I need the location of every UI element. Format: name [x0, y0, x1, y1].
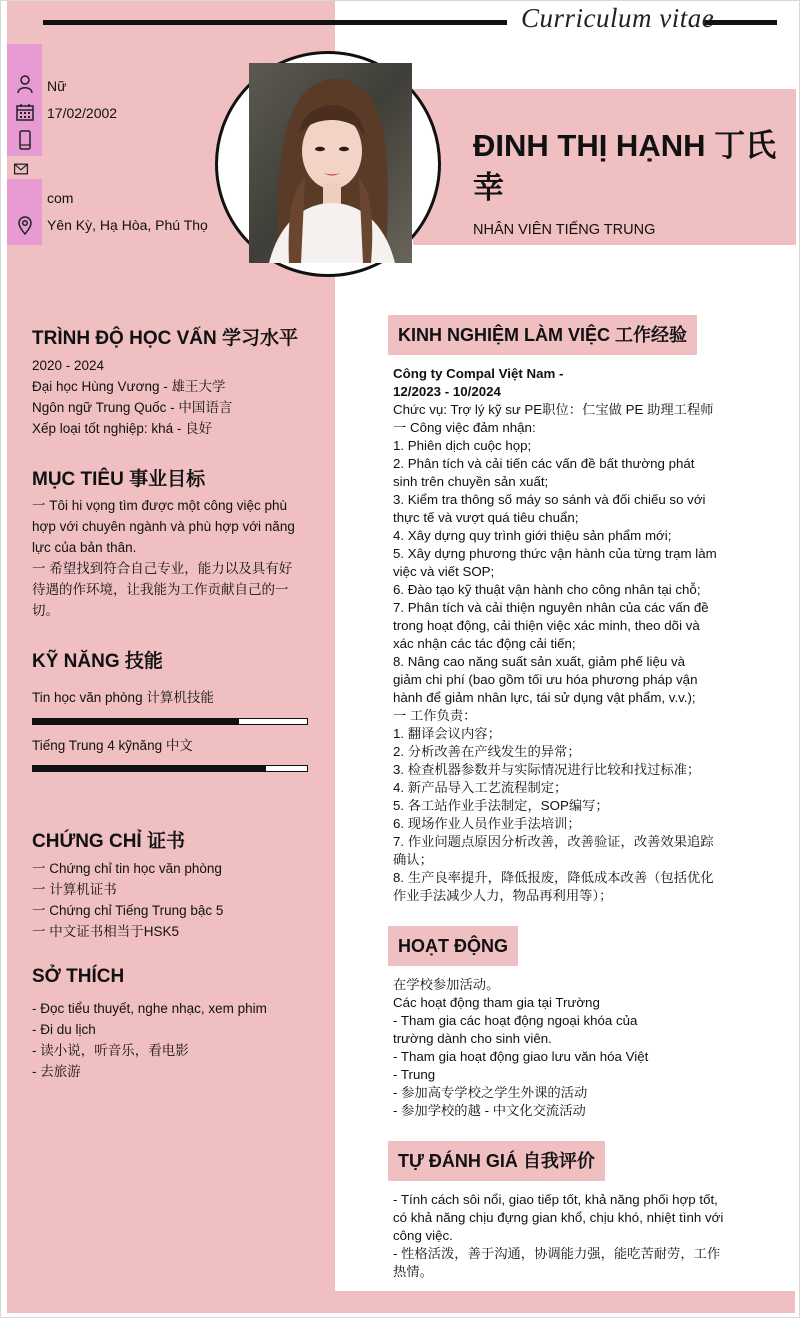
skill-label-chinese: Tiếng Trung 4 kỹnăng 中文	[32, 738, 193, 753]
self-assessment-line: có khả năng chịu đựng gian khổ, chịu khó, nhiệt tình với	[393, 1210, 724, 1225]
activity-line: trường dành cho sinh viên.	[393, 1031, 552, 1046]
contact-gender: Nữ	[47, 78, 67, 94]
experience-line: 5. Xây dựng phương thức vận hành của từng trạm làm	[393, 546, 717, 561]
skill-fill-chinese	[33, 766, 266, 771]
certificates-heading: CHỨNG CHỈ 证书	[32, 831, 185, 852]
header-rule-left	[43, 20, 507, 25]
experience-company: Công ty Compal Việt Nam -	[393, 366, 564, 381]
experience-line: 1. 翻译会议内容；	[393, 726, 501, 741]
education-list	[32, 355, 232, 439]
education-line: Đại học Hùng Vương - 雄王大学	[32, 379, 226, 394]
activity-line: - Tham gia hoạt động giao lưu văn hóa Việt	[393, 1049, 649, 1064]
objective-line: 切。	[32, 603, 59, 618]
experience-line: 1. Phiên dịch cuộc họp;	[393, 438, 532, 453]
experience-line: việc và viết SOP;	[393, 564, 495, 579]
experience-body	[393, 365, 753, 905]
header-rule-right	[705, 20, 777, 25]
experience-line: 8. 生产良率提升，降低报废，降低成本改善（包括优化	[393, 870, 714, 885]
experience-line: 4. Xây dựng quy trình giới thiệu sản phẩm mới;	[393, 528, 672, 543]
contact-icon-strip-bottom	[7, 179, 42, 245]
objective-line: 待遇的作环境，让我能为工作贡献自己的一	[32, 582, 289, 597]
experience-line: 一 工作负责：	[393, 708, 477, 723]
activity-line: - Trung	[393, 1067, 436, 1082]
experience-line: giảm chi phí (bao gồm tối ưu hóa phương pháp vận	[393, 672, 698, 687]
skills-heading: KỸ NĂNG 技能	[32, 651, 163, 672]
experience-line: 6. Đào tạo kỹ thuật vận hành cho công nhân tại chỗ;	[393, 582, 701, 597]
education-line: 2020 - 2024	[32, 358, 105, 373]
experience-line: hành để giảm nhân lực, tái sử dụng vật phẩm, v.v.);	[393, 690, 696, 705]
hobby-line: - Đọc tiểu thuyết, nghe nhạc, xem phim	[32, 1001, 267, 1016]
certificate-line: 一 计算机证书	[32, 882, 117, 897]
user-icon	[15, 74, 35, 94]
hobby-line: - 去旅游	[32, 1064, 81, 1079]
certificate-line: 一 Chứng chỉ Tiếng Trung bậc 5	[32, 903, 224, 918]
objective-heading: MỤC TIÊU 事业目标	[32, 469, 206, 490]
education-line: Xếp loại tốt nghiệp: khá - 良好	[32, 421, 213, 436]
contact-address: Yên Kỳ, Hạ Hòa, Phú Thọ	[47, 217, 208, 233]
experience-line: trong hoạt động, cải thiện việc xác minh, theo dõi và	[393, 618, 700, 633]
experience-line: 8. Nâng cao năng suất sản xuất, giảm phế liệu và	[393, 654, 685, 669]
activities-heading: HOẠT ĐỘNG	[388, 926, 518, 966]
certificate-line: 一 Chứng chỉ tin học văn phòng	[32, 861, 222, 876]
experience-line: 7. Phân tích và cải thiện nguyên nhân của các vấn đề	[393, 600, 709, 615]
self-assessment-line: - 性格活泼，善于沟通，协调能力强，能吃苦耐劳，工作	[393, 1246, 721, 1261]
contact-birthday: 17/02/2002	[47, 105, 118, 121]
objective-line: lực của bản thân.	[32, 540, 137, 555]
experience-period: 12/2023 - 10/2024	[393, 384, 501, 399]
job-title: NHÂN VIÊN TIẾNG TRUNG	[473, 222, 656, 238]
self-assessment-heading: TỰ ĐÁNH GIÁ 自我评价	[388, 1141, 605, 1181]
experience-line: 确认；	[393, 852, 433, 867]
self-assessment-line: 热情。	[393, 1264, 433, 1279]
experience-line: 5. 各工站作业手法制定，SOP编写；	[393, 798, 609, 813]
objective-line: hợp với chuyên ngành và phù hợp với năng	[32, 519, 295, 534]
objective-line: 一 希望找到符合自己专业，能力以及具有好	[32, 561, 293, 576]
bottom-band	[335, 1291, 795, 1313]
self-assessment-line: công việc.	[393, 1228, 453, 1243]
experience-line: 作业手法减少人力，物品再利用等）；	[393, 888, 613, 903]
calendar-icon	[15, 102, 35, 122]
activity-line: - 参加学校的越 - 中文化交流活动	[393, 1103, 586, 1118]
mail-icon	[13, 161, 29, 177]
self-assessment-line: - Tính cách sôi nổi, giao tiếp tốt, khả năng phối hợp tốt,	[393, 1192, 718, 1207]
activity-line: 在学校参加活动。	[393, 977, 500, 992]
activity-line: - 参加高专学校之学生外课的活动	[393, 1085, 588, 1100]
experience-heading: KINH NGHIỆM LÀM VIỆC 工作经验	[388, 315, 697, 355]
phone-icon	[15, 130, 35, 150]
experience-line: 6. 现场作业人员作业手法培训；	[393, 816, 581, 831]
skill-fill-office	[33, 719, 239, 724]
hobbies-heading: SỞ THÍCH	[32, 966, 125, 987]
experience-line: thực tế và vượt quá tiêu chuẩn;	[393, 510, 579, 525]
profile-photo	[249, 63, 412, 263]
experience-line: 一 Công việc đảm nhận:	[393, 420, 536, 435]
experience-line: 4. 新产品导入工艺流程制定；	[393, 780, 568, 795]
hobby-line: - Đi du lịch	[32, 1022, 96, 1037]
location-icon	[15, 215, 35, 235]
activity-line: - Tham gia các hoạt động ngoại khóa của	[393, 1013, 638, 1028]
hobby-line: - 读小说，听音乐，看电影	[32, 1043, 189, 1058]
experience-line: xác nhận các tác động cải tiến;	[393, 636, 576, 651]
contact-icon-strip-top	[7, 44, 42, 156]
contact-email: com	[47, 190, 74, 206]
hobbies-list	[32, 998, 267, 1082]
self-assessment-body	[393, 1191, 758, 1281]
experience-line: Chức vụ: Trợ lý kỹ sư PE职位：仁宝做 PE 助理工程师	[393, 402, 714, 417]
skill-bar-office	[32, 718, 308, 725]
skill-bar-chinese	[32, 765, 308, 772]
experience-line: 2. Phân tích và cải tiến các vấn đề bất thường phát	[393, 456, 695, 471]
objective-text	[32, 495, 317, 621]
objective-line: 一 Tôi hi vọng tìm được một công việc phù	[32, 498, 287, 513]
experience-line: 3. 检查机器参数并与实际情况进行比较和找过标准；	[393, 762, 701, 777]
experience-line: 2. 分析改善在产线发生的异常；	[393, 744, 581, 759]
experience-lines	[393, 401, 753, 905]
certificates-list	[32, 858, 223, 942]
skill-label-office: Tin học văn phòng 计算机技能	[32, 690, 214, 705]
education-line: Ngôn ngữ Trung Quốc - 中国语言	[32, 400, 233, 415]
experience-line: 7. 作业问题点原因分析改善，改善验证，改善效果追踪	[393, 834, 714, 849]
activity-line: Các hoạt động tham gia tại Trường	[393, 995, 600, 1010]
certificate-line: 一 中文证书相当于HSK5	[32, 924, 180, 939]
cv-title: Curriculum vitae	[521, 3, 715, 33]
education-heading: TRÌNH ĐỘ HỌC VẤN 学习水平	[32, 328, 299, 349]
experience-line: 3. Kiểm tra thông số máy so sánh và đối chiếu so với	[393, 492, 706, 507]
full-name: ĐINH THỊ HẠNH 丁氏幸	[473, 128, 777, 205]
experience-line: sinh trên chuyền sản xuất;	[393, 474, 549, 489]
activities-body	[393, 976, 753, 1120]
